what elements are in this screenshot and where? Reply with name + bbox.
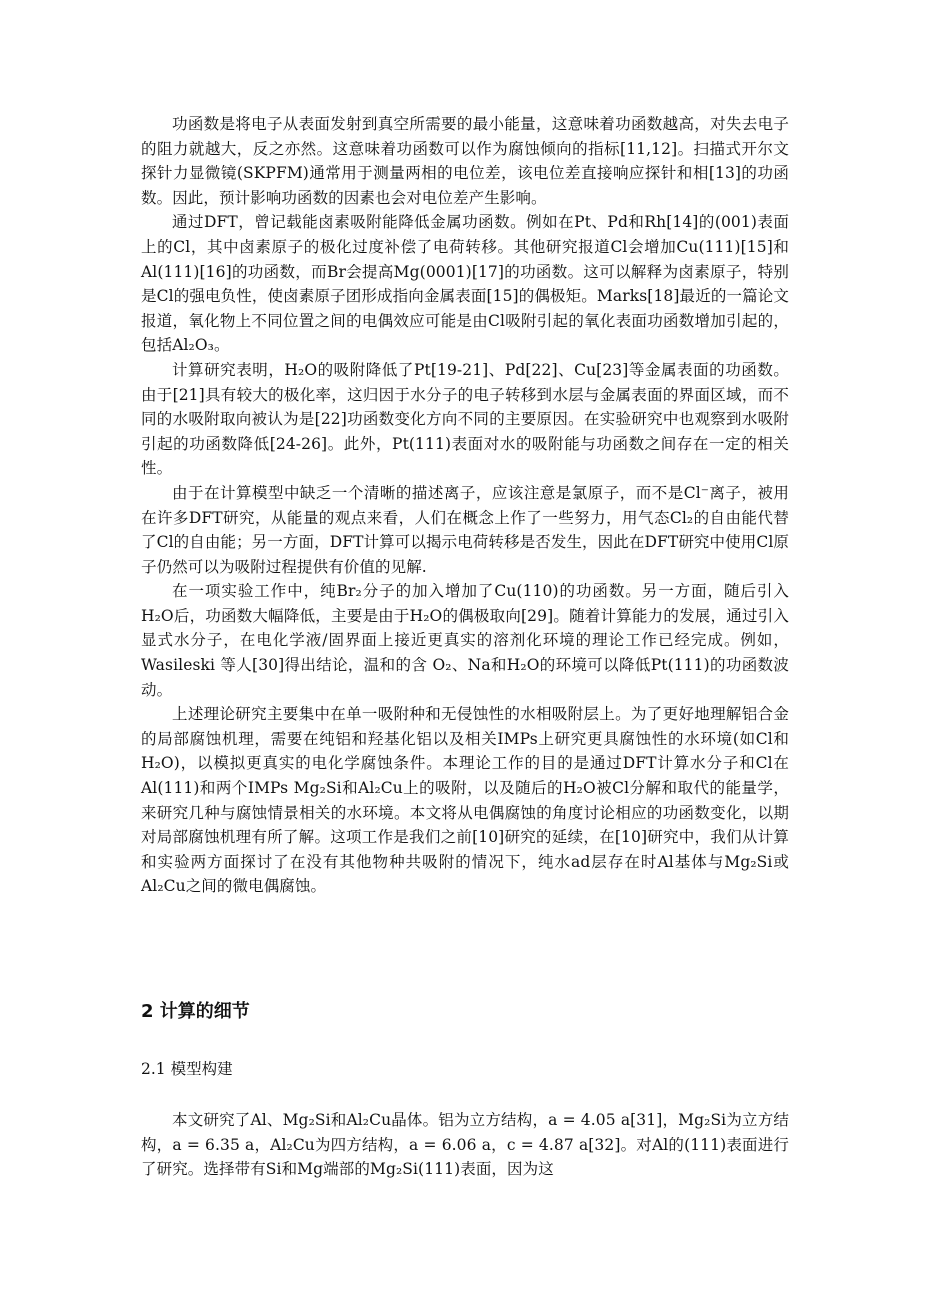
introduction-text xyxy=(141,112,789,899)
section-heading: 2 计算的细节 xyxy=(141,1001,250,1022)
paragraph-study-aim: 上述理论研究主要集中在单一吸附种和无侵蚀性的水相吸附层上。为了更好地理解铝合金的局部腐蚀机理，需要在纯铝和羟基化铝以及相关IMPs上研究更具腐蚀性的水环境(如Cl和H₂O)，以模拟更真实的电化学腐蚀条件。本理论工作的目的是通过DFT计算水分子和Cl在Al(111)和两个IMPs Mg₂Si和Al₂Cu上的吸附，以及随后的H₂O被Cl分解和取代的能量学，来研究几种与腐蚀情景相关的水环境。本文将从电偶腐蚀的角度讨论相应的功函数变化，以期对局部腐蚀机理有所了解。这项工作是我们之前[10]研究的延续，在[10]研究中，我们从计算和实验两方面探讨了在没有其他物种共吸附的情况下，纯水ad层存在时Al基体与Mg₂Si或Al₂Cu之间的微电偶腐蚀。 xyxy=(141,705,789,896)
paragraph-chlorine-modeling: 由于在计算模型中缺乏一个清晰的描述离子，应该注意是氯原子，而不是Cl⁻离子，被用在许多DFT研究，从能量的观点来看，人们在概念上作了一些努力，用气态Cl₂的自由能代替了Cl的自由能；另一方面，DFT计算可以揭示电荷转移是否发生，因此在DFT研究中使用Cl原子仍然可以为吸附过程提供有价值的见解. xyxy=(141,483,789,576)
paragraph-experimental-work: 在一项实验工作中，纯Br₂分子的加入增加了Cu(110)的功函数。另一方面，随后引入H₂O后，功函数大幅降低，主要是由于H₂O的偶极取向[29]。随着计算能力的发展，通过引入显式水分子，在电化学液/固界面上接近更真实的溶剂化环境的理论工作已经完成。例如，Wasileski 等人[30]得出结论，温和的含 O₂、Na和H₂O的环境可以降低Pt(111)的功函数波动。 xyxy=(141,582,789,699)
paragraph-halogen-adsorption: 通过DFT，曾记载能卤素吸附能降低金属功函数。例如在Pt、Pd和Rh[14]的(001)表面上的Cl，其中卤素原子的极化过度补偿了电荷转移。其他研究报道Cl会增加Cu(111)[15]和Al(111)[16]的功函数，而Br会提高Mg(0001)[17]的功函数。这可以解释为卤素原子，特别是Cl的强电负性，使卤素原子团形成指向金属表面[15]的偶极矩。Marks[18]最近的一篇论文报道，氧化物上不同位置之间的电偶效应可能是由Cl吸附引起的氧化表面功函数增加引起的，包括Al₂O₃。 xyxy=(141,213,789,355)
paragraph-work-function: 功函数是将电子从表面发射到真空所需要的最小能量，这意味着功函数越高，对失去电子的阻力就越大，反之亦然。这意味着功函数可以作为腐蚀倾向的指标[11,12]。扫描式开尔文探针力显微镜(SKPFM)通常用于测量两相的电位差，该电位差直接响应探针和相[13]的功函数。因此，预计影响功函数的因素也会对电位差产生影响。 xyxy=(141,115,789,207)
subsection-heading: 2.1 模型构建 xyxy=(141,1060,233,1078)
model-construction-text xyxy=(141,1108,789,1182)
paragraph-crystal-structures: 本文研究了Al、Mg₂Si和Al₂Cu晶体。铝为立方结构，a = 4.05 a[31]，Mg₂Si为立方结构，a = 6.35 a，Al₂Cu为四方结构，a = 6.06 a，c = 4.87 a[32]。对Al的(111)表面进行了研究。选择带有Si和Mg端部的Mg₂Si(111)表面，因为这 xyxy=(141,1111,789,1179)
paragraph-water-adsorption: 计算研究表明，H₂O的吸附降低了Pt[19-21]、Pd[22]、Cu[23]等金属表面的功函数。由于[21]具有较大的极化率，这归因于水分子的电子转移到水层与金属表面的界面区域，而不同的水吸附取向被认为是[22]功函数变化方向不同的主要原因。在实验研究中也观察到水吸附引起的功函数降低[24-26]。此外，Pt(111)表面对水的吸附能与功函数之间存在一定的相关性。 xyxy=(141,360,789,478)
